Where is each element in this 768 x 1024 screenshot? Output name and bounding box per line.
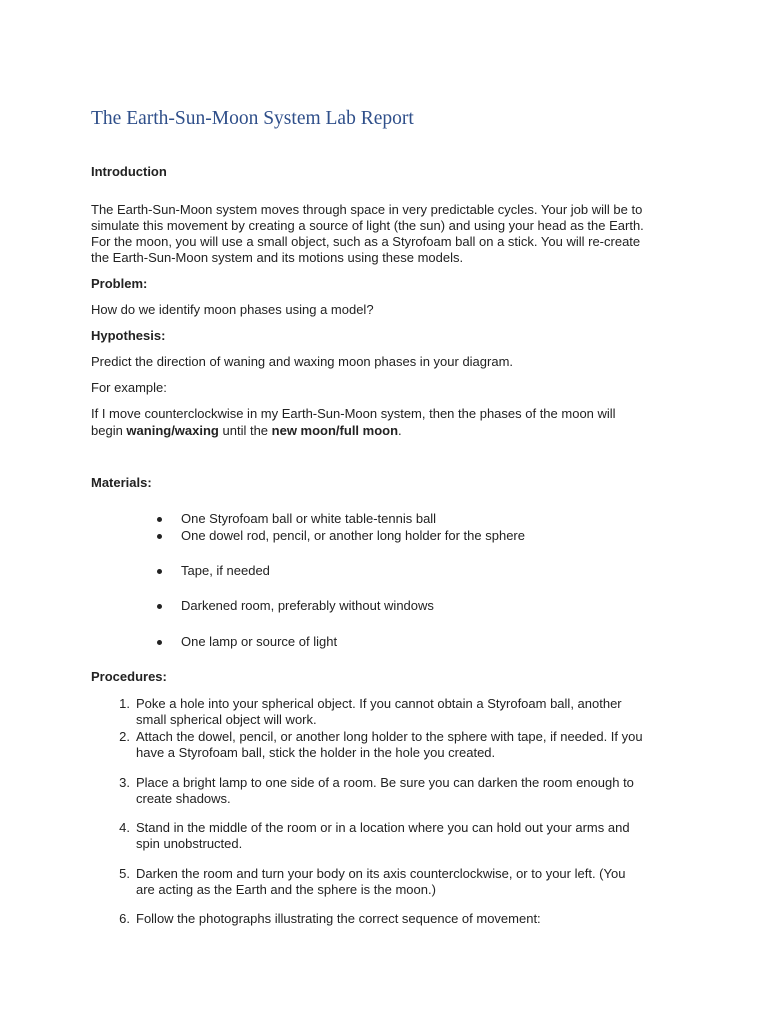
step-text — [136, 729, 684, 761]
step-text — [136, 696, 684, 728]
example-until: until the — [218, 423, 272, 438]
materials-item-text: Darkened room, preferably without windows — [181, 598, 434, 613]
materials-item-text: Tape, if needed — [181, 563, 270, 578]
step-text — [136, 820, 684, 852]
step-line: Poke a hole into your spherical object. If you cannot obtain a Styrofoam ball, another — [136, 696, 622, 711]
step-line: Stand in the middle of the room or in a location where you can hold out your arms and — [136, 820, 630, 835]
example-begin: begin — [91, 423, 127, 438]
step-number: 3. — [119, 775, 130, 790]
materials-item-text: One lamp or source of light — [181, 634, 338, 649]
example-end: . — [398, 423, 402, 438]
step-line: Darken the room and turn your body on its axis counterclockwise, or to your left. (You — [136, 866, 626, 881]
step-line: are acting as the Earth and the sphere is the moon.) — [136, 882, 436, 897]
materials-item-text: One dowel rod, pencil, or another long holder for the sphere — [181, 528, 525, 543]
materials-heading: Materials: — [91, 475, 152, 490]
step-text — [136, 775, 684, 807]
problem-heading: Problem: — [91, 276, 148, 291]
hypothesis-text: Predict the direction of waning and waxing moon phases in your diagram. — [91, 354, 514, 369]
step-line: Attach the dowel, pencil, or another long holder to the sphere with tape, if needed. If you — [136, 729, 643, 744]
step-number: 4. — [119, 820, 130, 835]
introduction-line: The Earth-Sun-Moon system moves through space in very predictable cycles. Your job will be to — [91, 202, 643, 217]
step-line: have a Styrofoam ball, stick the holder in the hole you created. — [136, 745, 496, 760]
step-line: small spherical object will work. — [136, 712, 317, 727]
step-line: Place a bright lamp to one side of a room. Be sure you can darken the room enough to — [136, 775, 634, 790]
step-number: 6. — [119, 911, 130, 926]
introduction-line: simulate this movement by creating a source of light (the sun) and using your head as the Earth. — [91, 218, 644, 233]
example-line: If I move counterclockwise in my Earth-Sun-Moon system, then the phases of the moon will — [91, 406, 616, 421]
introduction-line: For the moon, you will use a small object, such as a Styrofoam ball on a stick. You will re-create — [91, 234, 641, 249]
example-line-2 — [91, 423, 691, 439]
step-text — [136, 866, 684, 898]
step-number: 5. — [119, 866, 130, 881]
step-line: create shadows. — [136, 791, 231, 806]
example-bold-waning-waxing: waning/waxing — [126, 423, 219, 438]
example-bold-moon: new moon/full moon — [271, 423, 399, 438]
introduction-line: the Earth-Sun-Moon system and its motions using these models. — [91, 250, 464, 265]
problem-text: How do we identify moon phases using a model? — [91, 302, 374, 317]
step-line: spin unobstructed. — [136, 836, 243, 851]
document-title: The Earth-Sun-Moon System Lab Report — [91, 108, 414, 129]
step-text — [136, 911, 684, 927]
hypothesis-heading: Hypothesis: — [91, 328, 166, 343]
materials-item-text: One Styrofoam ball or white table-tennis ball — [181, 511, 437, 526]
step-line: Follow the photographs illustrating the correct sequence of movement: — [136, 911, 541, 926]
introduction-heading: Introduction — [91, 164, 167, 179]
example-label: For example: — [91, 380, 167, 395]
procedures-heading: Procedures: — [91, 669, 167, 684]
step-number: 1. — [119, 696, 130, 711]
step-number: 2. — [119, 729, 130, 744]
